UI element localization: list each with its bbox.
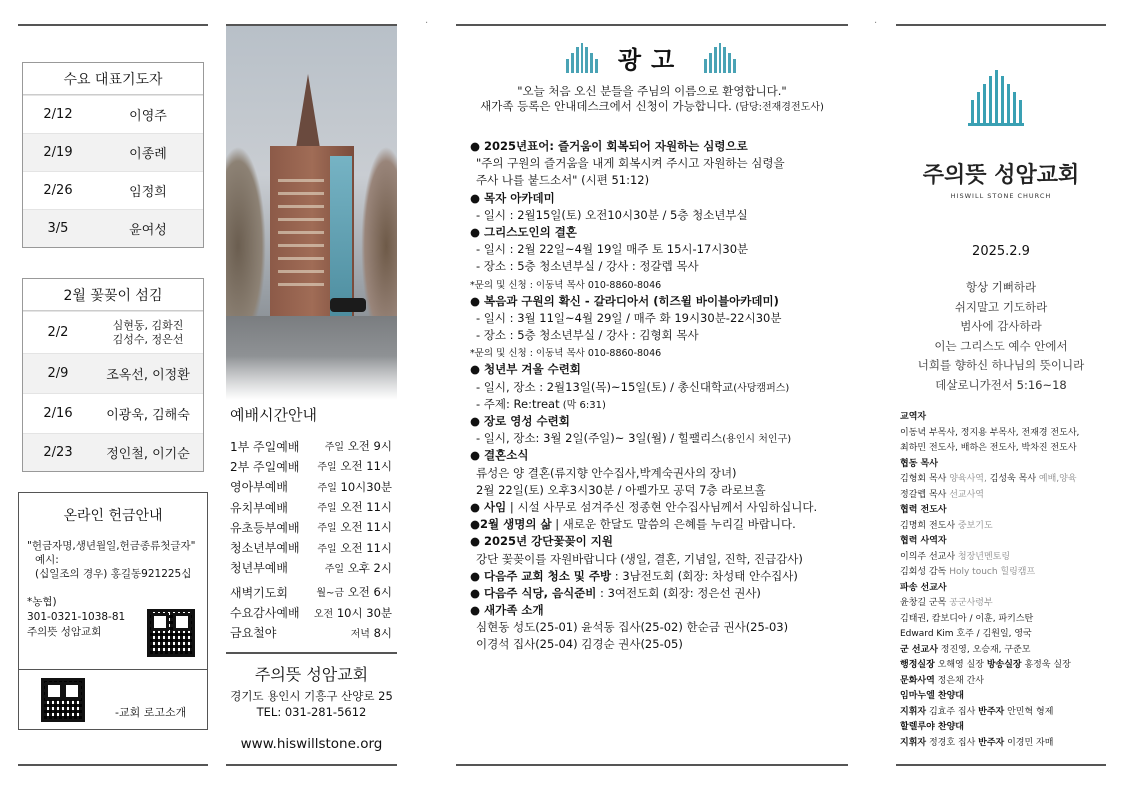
announcement-line: ● 결혼소식 xyxy=(470,448,529,463)
staff-line: 윤창길 군목 공군사령부 xyxy=(900,598,993,608)
service-times-title: 예배시간안내 xyxy=(230,406,317,424)
bottom-rule-1 xyxy=(18,764,208,766)
announcement-line: - 일시 : 2월 22일~4월 19일 매주 토 15시-17시30분 xyxy=(476,242,749,257)
announcement-line: *문의 및 신청 : 이동녁 목사 010-8860-8046 xyxy=(470,348,662,360)
announcement-line: - 장소 : 5층 청소년부실 / 강사 : 정갈렙 목사 xyxy=(476,259,699,274)
announcement-line: ● 그리스도인의 결혼 xyxy=(470,224,577,239)
announcement-line: - 장소 : 5층 청소년부실 / 강사 : 김형회 목사 xyxy=(476,328,699,343)
announcement-line: ● 다음주 식당, 음식준비 : 3여전도회 (회장: 정은선 권사) xyxy=(470,585,761,600)
logo-intro-box xyxy=(18,670,208,730)
announcement-line: ● 다음주 교회 청소 및 주방 : 3남전도회 (회장: 차성태 안수집사) xyxy=(470,568,798,583)
staff-line: 지휘자 정경호 집사 반주자 이경민 자매 xyxy=(900,737,1054,748)
wed-prayer-title: 수요 대표기도자 xyxy=(23,63,203,95)
announcement-line: 주사 나를 붙드소서" (시편 51:12) xyxy=(476,173,650,188)
welcome-message: "오늘 처음 오신 분들을 주님의 이름으로 환영합니다." 새가족 등록은 안내데스크에서 신청이 가능합니다. (담당:전재경전도사) xyxy=(480,84,824,113)
logo-qr-code[interactable] xyxy=(41,678,85,722)
announcement-line: 이경석 집사(25-04) 김경순 권사(25-05) xyxy=(476,637,683,652)
announcement-line: - 일시 : 2월15일(토) 오전10시30분 / 5층 청소년부실 xyxy=(476,207,748,222)
church-name: 주의뜻 성암교회 xyxy=(254,665,369,684)
list-item: 수요감사예배 오전 10시 30분 xyxy=(230,605,392,621)
bottom-rule-2 xyxy=(226,764,397,766)
announcement-line: ● 2025년 강단꽃꽂이 지원 xyxy=(470,534,613,549)
table-row: 3/5 윤여성 xyxy=(23,209,203,247)
flower-table xyxy=(22,278,204,472)
left-panel xyxy=(18,26,208,472)
list-item: 유초등부예배 주일 오전 11시 xyxy=(230,520,392,535)
staff-line: 김회성 감독 Holy touch 힐링캠프 xyxy=(900,567,1036,577)
top-rule-3 xyxy=(456,24,848,26)
logo-intro-label: -교회 로고소개 xyxy=(115,706,187,719)
announcement-line: 2월 22일(토) 오후3시30분 / 아펠가모 공덕 7층 라로브홀 xyxy=(476,482,766,497)
wed-prayer-table xyxy=(22,62,204,248)
scripture-verse: 항상 기뻐하라 쉬지말고 기도하라 범사에 감사하라 이는 그리스도 예수 안에서 너희를 향하신 하나님의 뜻이니라 데살로니가전서 5:16~18 xyxy=(917,280,1085,392)
top-rule-4 xyxy=(896,24,1106,26)
table-row: 2/23 정인철, 이기순 xyxy=(23,433,203,471)
table-row: 2/16 이광욱, 김해숙 xyxy=(23,393,203,433)
announcement-line: ● 2025년표어: 즐거움이 회복되어 자원하는 심령으로 xyxy=(470,139,748,153)
staff-line: 군 선교사 정진영, 오승재, 구준모 xyxy=(900,644,1031,655)
table-row: 2/12 이영주 xyxy=(23,95,203,133)
announcement-line: - 일시 : 3월 11일~4월 29일 / 매주 화 19시30분-22시30분 xyxy=(476,310,782,325)
cover-church-name-en: HISWILL STONE CHURCH xyxy=(950,192,1052,200)
list-item: 금요철야 저녁 8시 xyxy=(230,625,392,641)
staff-line: 파송 선교사 xyxy=(900,582,947,593)
staff-line: 협동 목사 xyxy=(900,458,938,469)
announcement-line: - 일시, 장소: 3월 2일(주일)~ 3일(월) / 힐팰리스(용인시 처인구) xyxy=(476,431,792,446)
staff-line: 임마누엘 찬양대 xyxy=(900,691,964,701)
list-item: 유치부예배 주일 오전 11시 xyxy=(230,500,392,515)
announcement-line: *문의 및 신청 : 이동녁 목사 010-8860-8046 xyxy=(470,279,662,291)
online-offering-box: 온라인 헌금안내 "헌금자명,생년월일,헌금종류첫글자" 예시: (십일조의 경우) 홍길동921225십 *농협) 301-0321-1038-81 주의뜻 성암교회 xyxy=(18,492,208,670)
staff-line: 김태권, 캄보디아 / 이훈, 파키스탄 xyxy=(900,613,1034,624)
bottom-rule-3 xyxy=(456,764,848,766)
announcement-line: - 일시, 장소 : 2월13일(목)~15일(토) / 총신대학교(사당캠퍼스) xyxy=(476,379,790,394)
announcement-line: ● 사임 | 시설 사무로 섬겨주신 정종현 안수집사님께서 사임하십니다. xyxy=(470,499,818,514)
staff-line: 협력 사역자 xyxy=(900,536,947,546)
announcement-line: ●2월 생명의 삶 | 새로운 한달도 말씀의 은혜를 누리길 바랍니다. xyxy=(470,517,796,532)
bank-info: *농협) 301-0321-1038-81 주의뜻 성암교회 xyxy=(27,596,126,638)
staff-line: Edward Kim 호주 / 김원일, 영국 xyxy=(900,629,1032,639)
bottom-rule-4 xyxy=(896,764,1106,766)
announcement-line: ● 장로 영성 수련회 xyxy=(470,414,570,428)
fold-mark: · xyxy=(425,18,429,29)
staff-line: 이의주 선교사 청장년멘토링 xyxy=(900,551,1011,562)
announcement-line: "주의 구원의 즐거움을 내게 회복시켜 주시고 자원하는 심령을 xyxy=(476,156,785,171)
staff-line: 김형회 목사 양육사역, 김성욱 목사 예배,양육 xyxy=(900,474,1077,484)
announcement-line: 심현동 성도(25-01) 윤석동 집사(25-02) 한순금 권사(25-03) xyxy=(476,620,789,635)
announcement-line: 강단 꽃꽂이를 자원바랍니다 (생일, 결혼, 기념일, 진학, 진급감사) xyxy=(476,551,803,566)
list-item: 영아부예배 주일 10시30분 xyxy=(230,479,392,495)
offering-title: 온라인 헌금안내 xyxy=(63,508,163,524)
staff-line: 교역자 xyxy=(900,412,927,422)
church-address: 경기도 용인시 기흥구 산양로 25 xyxy=(230,689,393,703)
announcement-line: ● 새가족 소개 xyxy=(470,603,544,618)
table-row: 2/19 이종례 xyxy=(23,133,203,171)
offering-qr-code[interactable] xyxy=(147,609,195,657)
table-row: 2/9 조옥선, 이정환 xyxy=(23,353,203,393)
list-item: 청소년부예배 주일 오전 11시 xyxy=(230,540,392,556)
staff-line: 김명희 전도사 중보기도 xyxy=(900,520,993,531)
announcement-line: ● 복음과 구원의 확신 - 갈라디아서 (히즈윌 바이블아카데미) xyxy=(470,293,779,308)
staff-line: 할렐루야 찬양대 xyxy=(900,722,964,732)
organ-pipes-icon xyxy=(566,43,598,73)
church-building-photo xyxy=(226,26,397,400)
staff-line: 문화사역 정은채 간사 xyxy=(900,675,984,686)
announcement-list xyxy=(470,138,848,654)
list-item: 1부 주일예배 주일 오전 9시 xyxy=(230,439,392,454)
service-panel xyxy=(226,26,397,764)
church-phone: TEL: 031-281-5612 xyxy=(256,705,367,719)
list-item: 청년부예배 주일 오후 2시 xyxy=(230,560,392,576)
table-row: 2/26 임정희 xyxy=(23,171,203,209)
announcement-line: ● 청년부 겨울 수련회 xyxy=(470,362,581,377)
announcement-line: ● 목자 아카데미 xyxy=(470,190,555,205)
service-times-list xyxy=(230,436,392,643)
announcement-line: - 주제: Re:treat (막 6:31) xyxy=(476,396,606,411)
church-contact xyxy=(226,654,397,752)
staff-list xyxy=(900,410,1106,751)
table-row: 2/2 심현동, 김화진 김성수, 정은선 xyxy=(23,311,203,353)
bulletin-date: 2025.2.9 xyxy=(972,244,1030,259)
list-item: 2부 주일예배 주일 오전 11시 xyxy=(230,459,392,474)
church-website-link[interactable]: www.hiswillstone.org xyxy=(240,736,383,752)
staff-line: 최하민 전도사, 배하은 전도사, 박차진 전도사 xyxy=(900,443,1077,453)
flower-title: 2월 꽃꽂이 섬김 xyxy=(23,279,203,311)
announcements-title: 광고 xyxy=(617,46,685,74)
announcement-line: 류성은 양 결혼(류지향 안수집사,박계숙권사의 장녀) xyxy=(476,465,737,480)
staff-line: 정갈렙 목사 선교사역 xyxy=(900,489,984,500)
announcements-header xyxy=(566,40,736,75)
church-logo-icon xyxy=(968,70,1024,126)
organ-pipes-icon xyxy=(704,43,736,73)
cover-church-name: 주의뜻 성암교회 xyxy=(922,163,1080,188)
staff-line: 지휘자 김효주 집사 반주자 안민혁 형제 xyxy=(900,706,1054,717)
fold-mark: · xyxy=(874,18,878,29)
staff-line: 협력 전도사 xyxy=(900,505,947,515)
staff-line: 행정실장 오해영 실장 방송실장 홍정욱 실장 xyxy=(900,660,1071,670)
staff-line: 이동녁 부목사, 정지용 부목사, 전재경 전도사, xyxy=(900,427,1080,438)
list-item: 새벽기도회 월~금 오전 6시 xyxy=(230,585,392,600)
